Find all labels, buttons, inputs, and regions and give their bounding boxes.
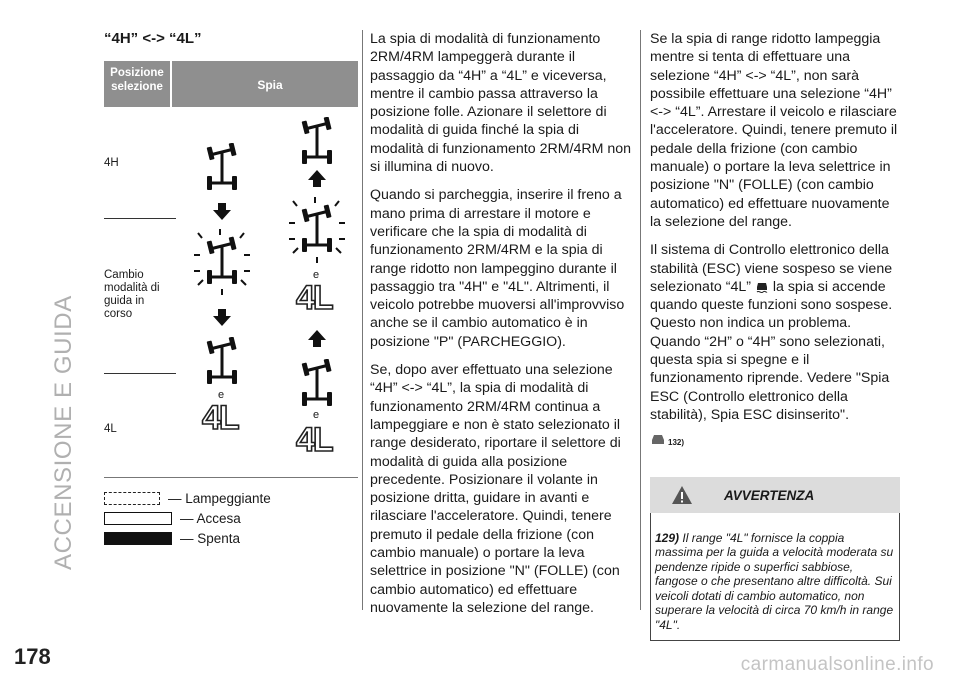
low-range-4l-icon: 4L (296, 279, 332, 317)
col-light-header: Spia (257, 78, 283, 92)
page-number: 178 (14, 644, 51, 669)
arrow-up-icon (307, 329, 327, 349)
table-header (104, 61, 358, 107)
paragraph: La spia di modalità di funzionamento 2RM/4RM lampeggerà durante il passaggio da “4H” a “4L” e viceversa, mentre il cambio passa attraverso la posizione folle. Azionare il selettore di modalità di guida finché la spia di modalità di funzionamento 2RM/4RM non si illumina di nuovo. (370, 31, 632, 176)
warning-title: AVVERTENZA (724, 487, 815, 503)
low-range-4l-icon: 4L (296, 421, 332, 459)
legend (104, 488, 358, 548)
4wd-mode-flashing-icon (289, 197, 345, 263)
4wd-mode-lit-icon (202, 337, 242, 387)
svg-text:ACCENSIONE E GUIDA: ACCENSIONE E GUIDA (50, 295, 77, 570)
paragraph-esc: Il sistema di Controllo elettronico della stabilità (ESC) viene sospeso se viene selezionato “4L” la spia si accende quando queste funzioni sono sospese. Questo non indica un problema. Quando “2H” o “4H” sono selezionati, questa spia si spegne e il funzionamento riprende. Vedere "Spia ESC (Controllo elettronico della stabilità), Spia ESC disinserito". (650, 242, 893, 423)
legend-flashing: — Lampeggiante (104, 488, 358, 508)
warning-triangle-icon (670, 484, 694, 506)
paragraph: Se la spia di range ridotto lampeggia mentre si tenta di effettuare una selezione “4H” <-> “4L”, non sarà possibile effettuare una selezione “4H” <-> “4L”. Arrestare il veicolo e rilasciare l'acceleratore. Quindi, tenere premuto il pedale della frizione (con cambio manuale) o portare la leva selettrice in posizione "N" (FOLLE) (con cambio automatico) ed effettuare nuovamente la selezione del range. (650, 31, 898, 230)
col-position-header: Posizione selezione (110, 67, 164, 93)
4wd-mode-lit-icon (297, 359, 337, 409)
on-swatch (104, 512, 172, 525)
watermark: carmanualsonline.info (740, 654, 934, 675)
paragraph: Se, dopo aver effettuato una selezione “4H” <-> “4L”, la spia di modalità di funzionamento 2RM/4RM continua a lampeggiare e non è stato selezionato il range desiderato, riportare il selettore di modalità di guida alla posizione precedente. Posizionare il volante in posizione dritta, guidare in avanti e rilasciare l'acceleratore. Quindi, tenere premuto il pedale della frizione (con cambio manuale) o portare la leva selettrice in posizione "N" (FOLLE) (con cambio automatico) ed effettuare nuovamente la selezione del range. (370, 362, 621, 616)
body-text-column-2 (370, 30, 632, 627)
row-label-4l: 4L (104, 423, 117, 435)
warning-text: Il range "4L" fornisce la coppia massima per la guida a velocità moderata su pendenze ripide o superfici sabbiose, fangose o che presentano altre difficoltà. Sui veicoli dotati di cambio automatico, non superare la velocità di circa 70 km/h in range "4L". (655, 530, 894, 632)
warning-header (650, 477, 900, 513)
esc-off-icon (755, 280, 769, 294)
section-title (44, 150, 78, 570)
table-heading: “4H” <-> “4L” (104, 30, 202, 47)
selection-table-column (104, 30, 358, 548)
car-reference-icon (650, 432, 666, 446)
off-swatch (104, 532, 172, 545)
body-text-column-3 (650, 30, 900, 641)
legend-on: — Accesa (104, 508, 358, 528)
4wd-mode-flashing-icon (194, 229, 250, 295)
flashing-swatch (104, 492, 160, 505)
4wd-mode-lit-icon (297, 117, 337, 167)
legend-off: — Spenta (104, 528, 358, 548)
row-label-changing: Cambio modalità di guida in corso (104, 269, 160, 320)
warning-body (650, 513, 900, 642)
low-range-4l-icon: 4L (202, 399, 238, 437)
lamp-e-label: e (313, 269, 320, 281)
paragraph: Quando si parcheggia, inserire il freno a mano prima di arrestare il motore e verificare che la spia di modalità di funzionamento 2RM/4RM e la spia di range ridotto non lampeggino durante il passaggio tra "4H" e "4L". Altrimenti, il veicolo potrebbe muoversi all'improvviso anche se il cambio automatico è in posizione "P" (PARCHEGGIO). (370, 187, 625, 350)
reference-note: 132) (650, 432, 900, 452)
lamp-e-label: e (313, 409, 320, 421)
lamp-e-label: e (218, 389, 225, 401)
arrow-up-icon (307, 169, 327, 189)
arrow-down-icon (212, 201, 232, 221)
warning-number: 129) (655, 530, 680, 545)
arrow-down-icon (212, 307, 232, 327)
table-body (104, 107, 358, 478)
row-label-4h: 4H (104, 157, 119, 169)
4wd-mode-lit-icon (202, 143, 242, 193)
